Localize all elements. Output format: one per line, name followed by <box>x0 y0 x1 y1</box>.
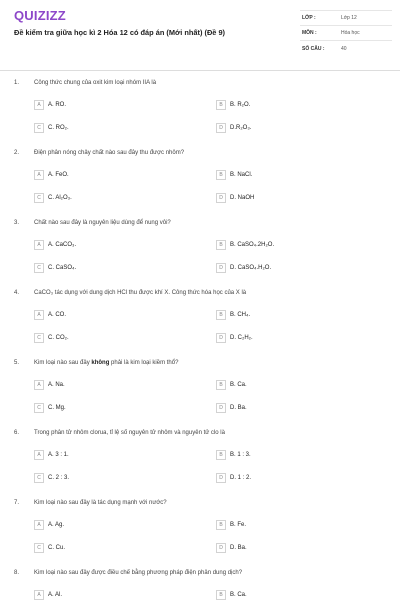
answer-option[interactable] <box>34 380 65 390</box>
answer-option[interactable] <box>34 100 66 110</box>
question-item <box>0 500 400 570</box>
question-text-part: phải là kim loại kiềm thổ? <box>109 360 179 366</box>
question-text: Chất nào sau đây là nguyên liệu dùng để nung vôi? <box>34 220 171 226</box>
option-text: D.R₂O₃. <box>230 125 252 131</box>
answer-option[interactable] <box>34 403 66 413</box>
answer-option[interactable] <box>216 450 251 460</box>
option-letter-box: B <box>216 170 226 180</box>
answer-option[interactable] <box>34 473 69 483</box>
question-number: 3. <box>14 220 20 226</box>
option-letter-box: A <box>34 380 44 390</box>
option-text: A. RO. <box>48 102 67 108</box>
answer-option[interactable] <box>34 590 62 600</box>
option-text: C. Al₂O₃. <box>48 195 72 201</box>
answer-option[interactable] <box>34 263 76 273</box>
answer-option[interactable] <box>34 543 65 553</box>
option-text: C. CaSO₄. <box>48 265 77 271</box>
answer-option[interactable] <box>216 263 271 273</box>
page-title: Đề kiểm tra giữa học kì 2 Hóa 12 có đáp án (Mới nhất) (Đề 9) <box>14 28 226 37</box>
option-text: C. Mg. <box>48 405 66 411</box>
question-item <box>0 360 400 430</box>
option-letter-box: B <box>216 520 226 530</box>
meta-label: SỐ CÂU : <box>302 45 325 52</box>
option-letter-box: A <box>34 310 44 320</box>
meta-row-count <box>300 41 392 56</box>
question-item <box>0 150 400 220</box>
option-letter-box: B <box>216 240 226 250</box>
option-text: A. CaCO₃. <box>48 242 77 248</box>
option-text: B. Ca. <box>230 592 247 598</box>
answer-option[interactable] <box>216 123 251 133</box>
meta-value: 40 <box>341 45 347 52</box>
option-text: A. Al. <box>48 592 63 598</box>
answer-option[interactable] <box>34 193 72 203</box>
option-text: C. Cu. <box>48 545 66 551</box>
question-text: Trong phân tử nhôm clorua, tỉ lệ số nguyên tử nhôm và nguyên tử clo là <box>34 430 225 436</box>
question-number: 5. <box>14 360 20 366</box>
option-letter-box: D <box>216 123 226 133</box>
question-item <box>0 220 400 290</box>
question-item <box>0 290 400 360</box>
option-letter-box: B <box>216 310 226 320</box>
option-text: A. Na. <box>48 382 65 388</box>
answer-option[interactable] <box>216 380 247 390</box>
question-text: Điện phân nóng chảy chất nào sau đây thu được nhôm? <box>34 150 185 156</box>
question-item <box>0 430 400 500</box>
option-text: D. 1 : 2. <box>230 475 252 481</box>
answer-option[interactable] <box>216 520 246 530</box>
question-item <box>0 80 400 150</box>
option-text: B. R₂O. <box>230 102 251 108</box>
option-letter-box: B <box>216 100 226 110</box>
meta-row-class <box>300 11 392 26</box>
option-letter-box: A <box>34 170 44 180</box>
option-letter-box: D <box>216 333 226 343</box>
header <box>0 0 400 64</box>
question-number: 1. <box>14 80 20 86</box>
header-divider <box>0 70 400 71</box>
question-text: CaCO₃ tác dụng với dung dịch HCl thu được khí X. Công thức hóa học của X là <box>34 290 247 296</box>
option-letter-box: A <box>34 590 44 600</box>
answer-option[interactable] <box>216 473 251 483</box>
option-letter-box: A <box>34 520 44 530</box>
answer-option[interactable] <box>34 333 69 343</box>
answer-option[interactable] <box>216 310 250 320</box>
option-letter-box: C <box>34 473 44 483</box>
answer-option[interactable] <box>34 310 66 320</box>
option-letter-box: D <box>216 403 226 413</box>
option-text: B. Ca. <box>230 382 247 388</box>
option-letter-box: C <box>34 263 44 273</box>
question-text: Kim loại nào sau đây là tác dụng mạnh với nước? <box>34 500 167 506</box>
question-text-emphasis: không <box>91 360 110 366</box>
answer-option[interactable] <box>216 240 274 250</box>
question-text: Công thức chung của oxit kim loại nhóm IIA là <box>34 80 157 86</box>
option-letter-box: B <box>216 590 226 600</box>
answer-option[interactable] <box>34 520 64 530</box>
answer-option[interactable] <box>216 543 247 553</box>
option-text: B. Fe. <box>230 522 247 528</box>
question-text: Kim loại nào sau đây được điều chế bằng phương pháp điện phân dung dịch? <box>34 570 243 576</box>
option-text: D. CaSO₄.H₂O. <box>230 265 272 271</box>
meta-value: Lớp 12 <box>341 15 357 21</box>
answer-option[interactable] <box>216 403 247 413</box>
option-text: A. Ag. <box>48 522 65 528</box>
option-letter-box: A <box>34 100 44 110</box>
answer-option[interactable] <box>34 170 69 180</box>
answer-option[interactable] <box>216 590 247 600</box>
option-text: C. RO₂. <box>48 125 69 131</box>
meta-table <box>300 10 392 56</box>
meta-label: MÔN : <box>302 30 317 36</box>
answer-option[interactable] <box>34 240 76 250</box>
option-letter-box: A <box>34 240 44 250</box>
option-text: C. CO₂. <box>48 335 69 341</box>
question-number: 4. <box>14 290 20 296</box>
question-item <box>0 570 400 600</box>
question-list <box>0 80 400 600</box>
question-number: 2. <box>14 150 20 156</box>
meta-value: Hóa học <box>341 30 360 36</box>
option-text: D. C₂H₂. <box>230 335 253 341</box>
question-text-part: Kim loại nào sau đây <box>34 360 92 366</box>
meta-label: LỚP : <box>302 15 316 21</box>
option-text: A. 3 : 1. <box>48 452 69 458</box>
option-text: C. 2 : 3. <box>48 475 70 481</box>
option-letter-box: C <box>34 403 44 413</box>
answer-option[interactable] <box>216 170 252 180</box>
question-number: 7. <box>14 500 20 506</box>
option-text: D. Ba. <box>230 405 247 411</box>
option-text: B. NaCl. <box>230 172 253 178</box>
option-letter-box: C <box>34 193 44 203</box>
option-letter-box: C <box>34 333 44 343</box>
option-letter-box: D <box>216 263 226 273</box>
option-text: D. Ba. <box>230 545 247 551</box>
option-letter-box: C <box>34 123 44 133</box>
option-letter-box: B <box>216 380 226 390</box>
brand-logo: QUIZIZZ <box>14 8 66 23</box>
answer-option[interactable] <box>216 100 250 110</box>
option-text: A. FeO. <box>48 172 69 178</box>
option-letter-box: C <box>34 543 44 553</box>
answer-option[interactable] <box>34 450 69 460</box>
meta-row-subject <box>300 26 392 41</box>
option-letter-box: D <box>216 543 226 553</box>
question-number: 6. <box>14 430 20 436</box>
option-letter-box: D <box>216 193 226 203</box>
option-letter-box: B <box>216 450 226 460</box>
question-text <box>34 360 178 366</box>
option-text: B. 1 : 3. <box>230 452 251 458</box>
question-number: 8. <box>14 570 20 576</box>
option-text: B. CaSO₄.2H₂O. <box>230 242 275 248</box>
option-text: A. CO. <box>48 312 67 318</box>
option-letter-box: D <box>216 473 226 483</box>
answer-option[interactable] <box>216 193 254 203</box>
answer-option[interactable] <box>216 333 253 343</box>
option-text: B. CH₄. <box>230 312 251 318</box>
answer-option[interactable] <box>34 123 69 133</box>
option-text: D. NaOH <box>230 195 255 201</box>
option-letter-box: A <box>34 450 44 460</box>
